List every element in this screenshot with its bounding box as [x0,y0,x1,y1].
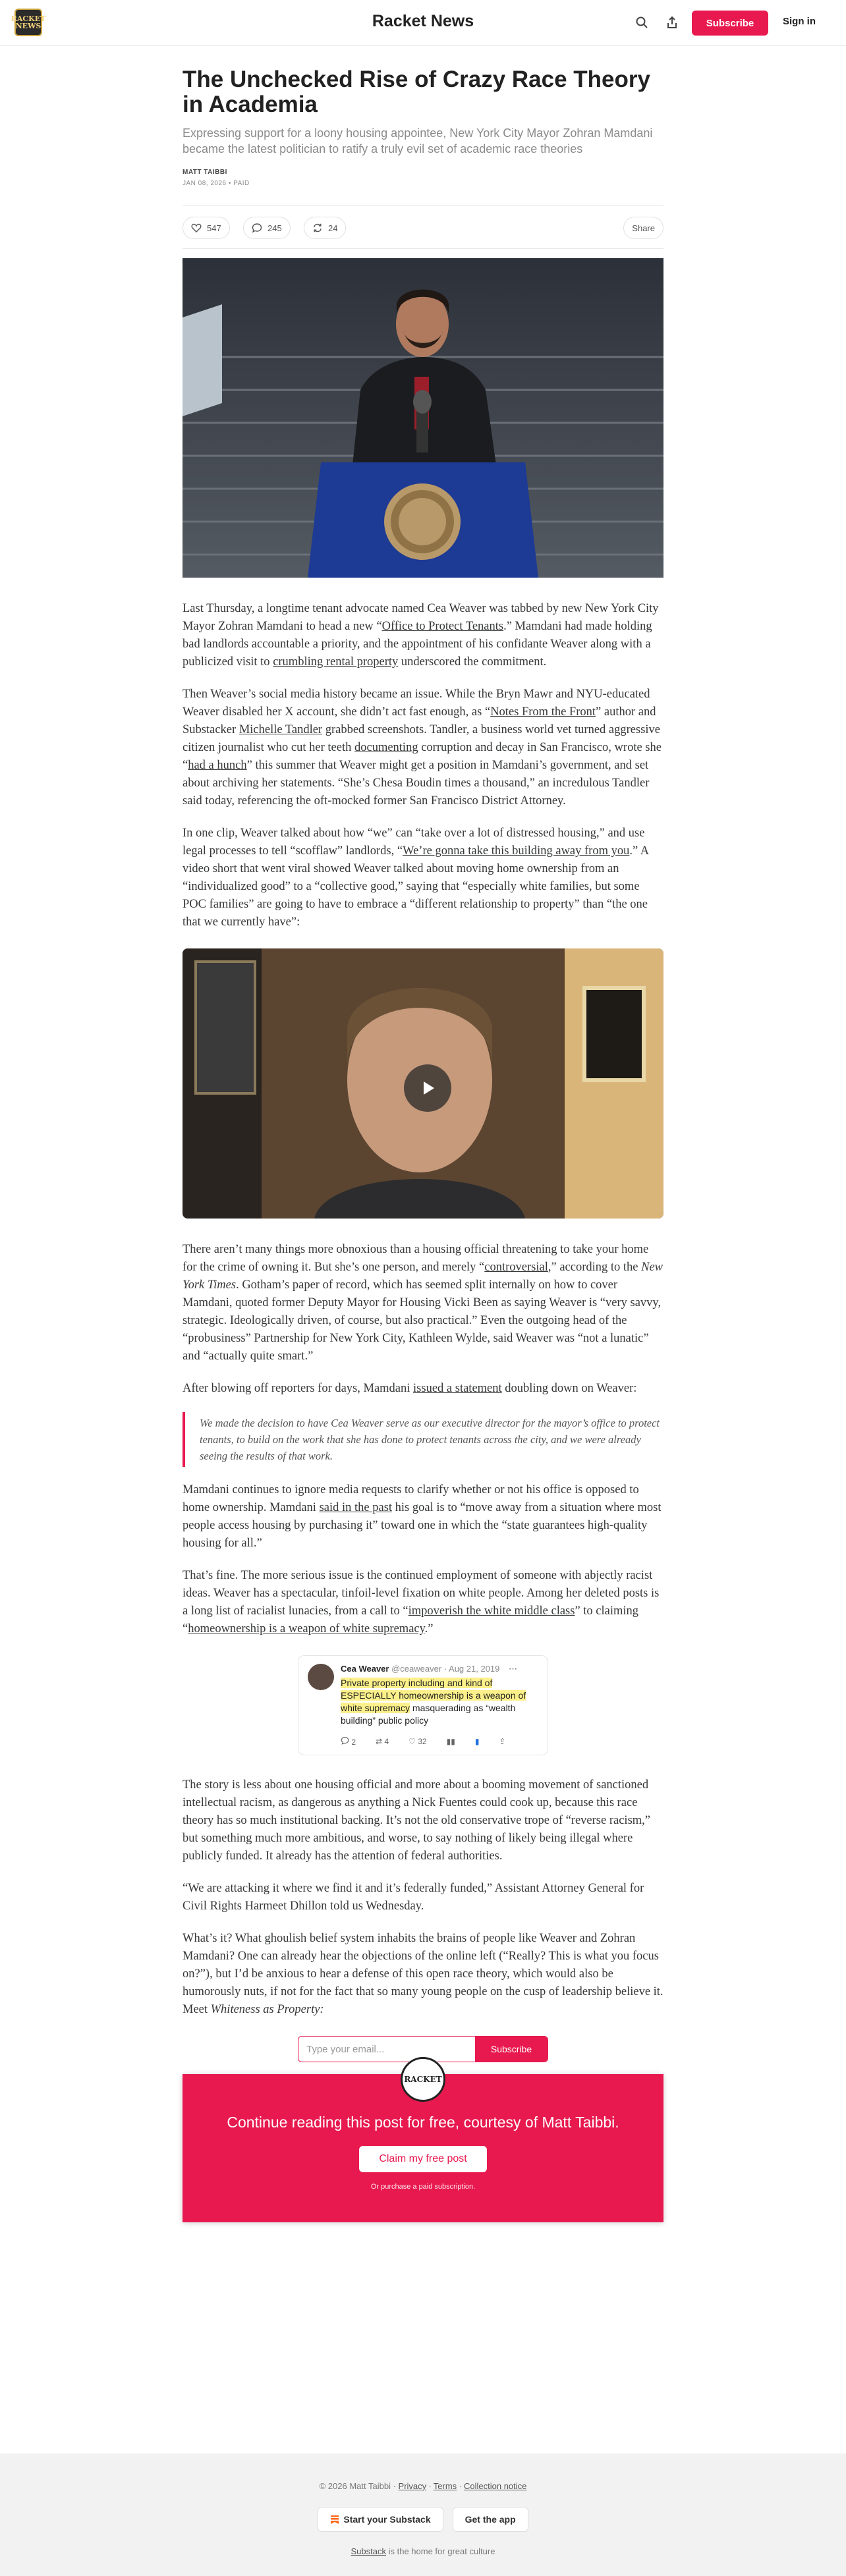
text: grabbed screenshots. Tandler, a business world vet turned aggressive citizen journalist who cut her teeth [183,723,661,754]
tweet-handle: @ceaweaver [391,1664,442,1674]
heart-icon [191,223,202,233]
terms-link[interactable]: Terms [433,2481,457,2491]
crumbling-rental-property-link[interactable]: crumbling rental property [273,655,399,669]
article-column [183,67,663,2222]
reply-count: 2 [351,1738,356,1747]
paywall-banner [183,2074,663,2222]
office-to-protect-tenants-link[interactable]: Office to Protect Tenants [381,620,504,633]
footer-buttons [0,2507,846,2532]
like-count: 547 [207,223,221,233]
article-body-continued [183,1481,663,1638]
text: Last Thursday, a longtime tenant advocate named Cea Weaver was tabbed by new New York City Mayor Zohran Mamdani to head a new “ [183,602,659,633]
article-body [183,600,663,931]
paragraph [183,1481,663,1552]
text: Then Weaver’s social media history became an issue. While the Bryn Mawr and NYU-educated Weaver disabled her X account, she didn’t act fast enough, as “ [183,688,650,719]
post-date: JAN 08, 2026 • PAID [183,180,250,187]
homeownership-weapon-link[interactable]: homeownership is a weapon of white supremacy [188,1622,425,1635]
said-in-the-past-link[interactable]: said in the past [319,1501,393,1514]
paragraph [183,600,663,671]
michelle-tandler-link[interactable]: Michelle Tandler [239,723,323,736]
tweet-like-button[interactable] [409,1737,426,1746]
text: ” author and Substacker [183,705,656,736]
subscribe-button[interactable]: Subscribe [692,11,768,36]
more-icon[interactable]: ⋯ [509,1664,518,1674]
comment-icon [252,223,262,233]
text: Mamdani continues to ignore media requests to clarify whether or not his office is opposed to home ownership. Mamdani [183,1483,639,1514]
text: ” to claiming “ [183,1604,639,1635]
paragraph: “We are attacking it where we find it and it’s federally funded,” Assistant Attorney General for Civil Rights Harmeet Dhillon told us Wednesday. [183,1882,644,1913]
author-name[interactable]: MATT TAIBBI [183,169,227,176]
get-app-button[interactable] [453,2507,528,2532]
text: That’s fine. The more serious issue is the continued employment of someone with abjectly racist ideas. Weaver has a spectacular, tinfoil-level fixation on white people. Among her deleted posts is a long list of racialist lunacies, from a call to “ [183,1569,660,1618]
article-body-continued [183,1776,663,2019]
text: masquerading as “wealth building” public policy [341,1703,516,1726]
reply-icon [341,1736,349,1745]
article-subtitle: Expressing support for a loony housing appointee, New York City Mayor Zohran Mamdani became the latest politician to ratify a truly evil set of academic race theories [183,126,653,155]
text: .” A video short that went viral showed Weaver talked about moving home ownership from an “individualized good” to a “collective good,” saying that “especially white families, but some POC families” are going to have to embrace a “different relationship to property” than “the one that we currently have”: [183,844,649,929]
bookmark-icon[interactable]: ▮ [474,1737,480,1746]
email-subscribe-button[interactable]: Subscribe [475,2037,548,2062]
repost-icon: ⇄ [376,1737,383,1746]
get-app-label: Get the app [465,2514,516,2525]
site-title[interactable]: Racket News [372,12,474,30]
text: After blowing off reporters for days, Mamdani [183,1382,414,1395]
text: New York Times [183,1261,663,1292]
text: .” Mamdani had made holding bad landlords accountable a priority, and the appointment of his confidante Weaver along with a publicized visit to [183,620,652,669]
text: his goal is to “move away from a situation where most people access housing by purchasing it” toward one in which the “state guarantees high-quality housing for all.” [183,1501,662,1550]
publication-badge: RACKET [401,2057,445,2102]
text: corruption and decay in San Francisco, wrote she “ [183,741,662,772]
play-button[interactable] [404,1064,451,1112]
email-input[interactable]: Type your email... [306,2043,385,2055]
paragraph [183,1241,663,1365]
privacy-link[interactable]: Privacy [398,2481,427,2491]
comment-button[interactable] [243,217,291,239]
text: ” this summer that Weaver might get a position in Mamdani’s government, and set about archiving her statements. “She’s Chesa Boudin times a thousand,” an incredulous Tandler said today, referencing the oft-mocked former San Francisco District Attorney. [183,759,650,808]
paragraph [183,1380,663,1398]
documenting-link[interactable]: documenting [354,741,418,754]
text: doubling down on Weaver: [501,1382,637,1395]
substack-link[interactable]: Substack [351,2546,386,2556]
tweet-actions [341,1736,538,1747]
paragraph [183,1567,663,1638]
paragraph [183,1930,663,2019]
sign-in-link[interactable]: Sign in [783,16,816,27]
text: .” [424,1622,434,1635]
collection-notice-link[interactable]: Collection notice [464,2481,527,2491]
publication-logo[interactable]: RACKET NEWS [14,9,42,36]
avatar[interactable] [308,1664,334,1690]
hero-image[interactable] [183,258,663,578]
share-button[interactable] [623,217,663,239]
play-icon [418,1079,437,1097]
paragraph [183,825,663,931]
start-substack-button[interactable] [318,2507,443,2532]
views-icon[interactable]: ▮▮ [446,1737,455,1746]
purchase-subscription-link[interactable]: Or purchase a paid subscription. [370,2183,476,2191]
share-icon[interactable] [664,14,680,30]
text: Whiteness as Property: [210,2003,324,2016]
text: There aren’t many things more obnoxious than a housing official threatening to take your home for the crime of owning it. But she’s one person, and merely “ [183,1243,649,1274]
take-this-building-link[interactable]: We’re gonna take this building away from you [403,844,630,858]
paragraph [183,686,663,810]
tweet-author-name[interactable]: Cea Weaver [341,1664,389,1674]
search-icon[interactable] [634,14,650,30]
footer-links: © 2026 Matt Taibbi · Privacy ∙ Terms ∙ Collection notice [319,2481,527,2491]
paywall-title: Continue reading this post for free, courtesy of Matt Taibbi. [227,2114,619,2131]
restack-count: 24 [328,223,338,233]
reply-button[interactable] [341,1736,356,1747]
text: underscored the commitment. [398,655,547,669]
restack-button[interactable] [304,217,346,239]
impoverish-link[interactable]: impoverish the white middle class [408,1604,575,1618]
like-button[interactable] [183,217,230,239]
repost-button[interactable] [376,1737,389,1746]
article-title: The Unchecked Rise of Crazy Race Theory in Academia [183,67,650,117]
text: . Gotham’s paper of record, which has seemed split internally on how to cover Mamdani, quoted former Deputy Mayor for Housing Vicki Been as saying Weaver is “very savvy, strategic. Ideologically driven, of course, but also practical.” Even the outgoing head of the “probusiness” Partnership for New York City, Kathleen Wylde, said Weaver was “not a lunatic” and “actually quite smart.” [183,1278,662,1363]
paragraph: The story is less about one housing official and more about a booming movement of sanctioned intellectual racism, as dangerous as anything a Nick Fuentes could cook up, because this race theory has so much institutional backing. It’s not the old conservative trope of “reverse racism,” but something much more ambitious, and worse, to say nothing of likely being illegal where publicly funded. It already has the attention of federal authorities. [183,1778,650,1863]
footer-tagline [0,2546,846,2556]
repost-count: 4 [384,1737,389,1746]
tweet-share-icon[interactable]: ⇪ [499,1737,506,1746]
restack-icon [312,223,323,233]
pull-quote: We made the decision to have Cea Weaver serve as our executive director for the mayor’s office to protect tenants, to build on the work that she has done to protect tenants across the city, and we were already seeing the results of that work. [183,1412,663,1467]
top-nav [0,0,846,46]
text: ,” according to the [548,1261,642,1274]
claim-free-post-button[interactable]: Claim my free post [359,2146,487,2172]
substack-icon [330,2515,339,2524]
text: What’s it? What ghoulish belief system inhabits the brains of people like Weaver and Zohran Mamdani? One can already hear the objections of the online left (“Really? This is what you focus on?”), but I’d be anxious to hear a defense of this open race theory, which would also be humorously nuts, if not for the fact that so many young people on the cusp of leadership believe it. Meet [183,1932,663,2016]
copyright: © 2026 Matt Taibbi · [319,2481,396,2491]
engagement-bar [183,206,663,249]
footer [0,2453,846,2576]
had-a-hunch-link[interactable]: had a hunch [188,759,247,772]
notes-from-the-front-link[interactable]: Notes From the Front [490,705,596,719]
video-player[interactable] [183,948,663,1219]
tweet-like-count: 32 [418,1737,427,1746]
heart-icon: ♡ [409,1737,416,1746]
start-substack-label: Start your Substack [343,2514,431,2525]
article-body-continued [183,1241,663,1398]
share-label: Share [632,223,655,233]
text: In one clip, Weaver talked about how “we” can “take over a lot of distressed housing,” and use legal processes to tell “scofflaw” landlords, “ [183,827,645,858]
controversial-link[interactable]: controversial [484,1261,548,1274]
tweet-header [341,1664,538,1674]
issued-a-statement-link[interactable]: issued a statement [413,1382,502,1395]
tagline-text: is the home for great culture [386,2546,495,2556]
tweet-text [341,1677,538,1727]
comment-count: 245 [268,223,282,233]
highlighted-text: Private property including and kind of ESPECIALLY homeownership is a weapon of white supremacy [341,1678,526,1713]
tweet-date: · Aug 21, 2019 [443,1664,500,1674]
embedded-tweet[interactable] [298,1655,548,1755]
